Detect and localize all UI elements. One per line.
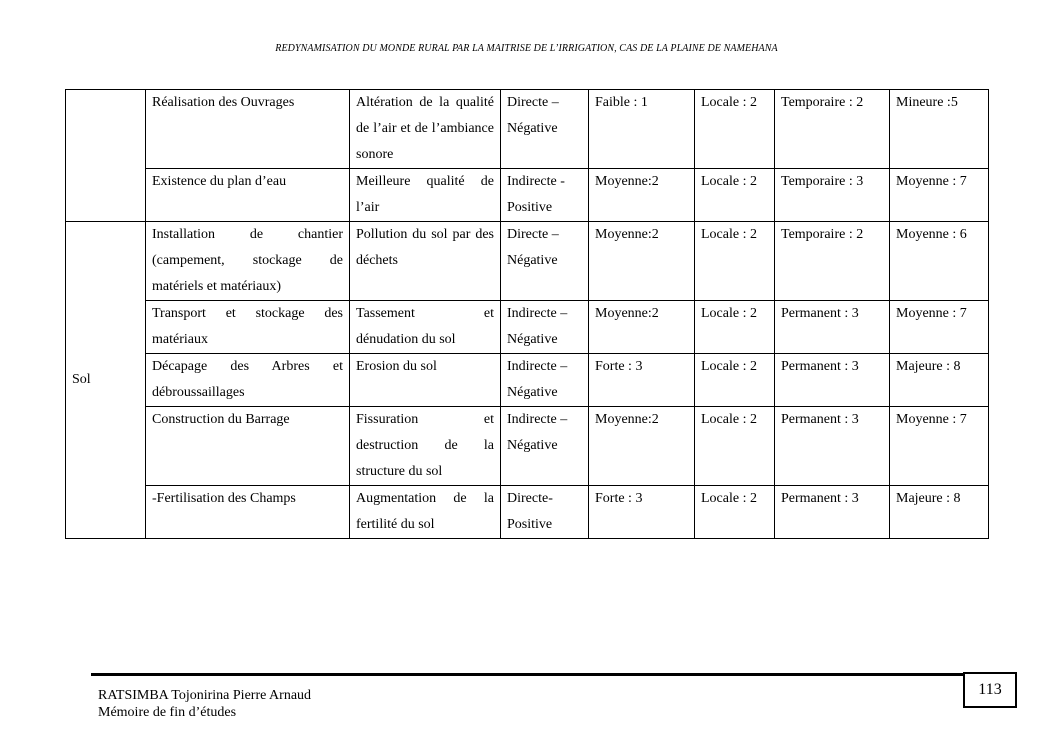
intensite-cell: Faible : 1: [589, 90, 695, 169]
nature-cell: Indirecte – Négative: [501, 407, 589, 486]
activite-cell: Installation de chantier (campement, stockage de matériels et matériaux): [146, 222, 350, 301]
intensite-cell: Moyenne:2: [589, 222, 695, 301]
activite-cell: Transport et stockage des matériaux: [146, 301, 350, 354]
impact-cell: Pollution du sol par des déchets: [350, 222, 501, 301]
impact-cell: Erosion du sol: [350, 354, 501, 407]
impact-table: [65, 89, 989, 539]
nature-cell: Directe – Négative: [501, 222, 589, 301]
nature-cell: Indirecte – Négative: [501, 301, 589, 354]
duree-cell: Temporaire : 2: [775, 222, 890, 301]
footer-author: RATSIMBA Tojonirina Pierre Arnaud: [98, 688, 312, 703]
activite-cell: Réalisation des Ouvrages: [146, 90, 350, 169]
intensite-cell: Moyenne:2: [589, 301, 695, 354]
etendue-cell: Locale : 2: [695, 407, 775, 486]
etendue-cell: Locale : 2: [695, 90, 775, 169]
intensite-cell: Moyenne:2: [589, 407, 695, 486]
impact-cell: Altération de la qualité de l’air et de l’ambiance sonore: [350, 90, 501, 169]
duree-cell: Temporaire : 2: [775, 90, 890, 169]
importance-cell: Majeure : 8: [890, 486, 989, 539]
importance-cell: Moyenne : 7: [890, 407, 989, 486]
activite-cell: Décapage des Arbres et débroussaillages: [146, 354, 350, 407]
impact-cell: Augmentation de la fertilité du sol: [350, 486, 501, 539]
table-row: [66, 169, 989, 222]
importance-cell: Moyenne : 7: [890, 169, 989, 222]
activite-cell: -Fertilisation des Champs: [146, 486, 350, 539]
table-row: [66, 486, 989, 539]
intensite-cell: Moyenne:2: [589, 169, 695, 222]
importance-cell: Mineure :5: [890, 90, 989, 169]
table-row: [66, 407, 989, 486]
nature-cell: Directe- Positive: [501, 486, 589, 539]
importance-cell: Moyenne : 7: [890, 301, 989, 354]
nature-cell: Indirecte – Négative: [501, 354, 589, 407]
table-row: [66, 354, 989, 407]
activite-cell: Existence du plan d’eau: [146, 169, 350, 222]
impact-cell: Meilleure qualité de l’air: [350, 169, 501, 222]
importance-cell: Moyenne : 6: [890, 222, 989, 301]
impact-cell: Fissuration et destruction de la structure du sol: [350, 407, 501, 486]
page-number: 113: [963, 672, 1017, 708]
duree-cell: Permanent : 3: [775, 301, 890, 354]
impact-cell: Tassement et dénudation du sol: [350, 301, 501, 354]
etendue-cell: Locale : 2: [695, 354, 775, 407]
duree-cell: Permanent : 3: [775, 486, 890, 539]
footer-divider: [91, 673, 964, 676]
milieu-cell: Sol: [66, 222, 146, 539]
duree-cell: Temporaire : 3: [775, 169, 890, 222]
table-row: [66, 222, 989, 301]
etendue-cell: Locale : 2: [695, 169, 775, 222]
table-row: [66, 90, 989, 169]
intensite-cell: Forte : 3: [589, 486, 695, 539]
etendue-cell: Locale : 2: [695, 222, 775, 301]
table-row: [66, 301, 989, 354]
nature-cell: Indirecte - Positive: [501, 169, 589, 222]
etendue-cell: Locale : 2: [695, 486, 775, 539]
footer-memo: Mémoire de fin d’études: [98, 705, 237, 720]
etendue-cell: Locale : 2: [695, 301, 775, 354]
duree-cell: Permanent : 3: [775, 354, 890, 407]
duree-cell: Permanent : 3: [775, 407, 890, 486]
running-header: REDYNAMISATION DU MONDE RURAL PAR LA MAITRISE DE L’IRRIGATION, CAS DE LA PLAINE DE NAMEHANA: [275, 43, 778, 54]
activite-cell: Construction du Barrage: [146, 407, 350, 486]
importance-cell: Majeure : 8: [890, 354, 989, 407]
milieu-cell: [66, 90, 146, 222]
nature-cell: Directe – Négative: [501, 90, 589, 169]
intensite-cell: Forte : 3: [589, 354, 695, 407]
